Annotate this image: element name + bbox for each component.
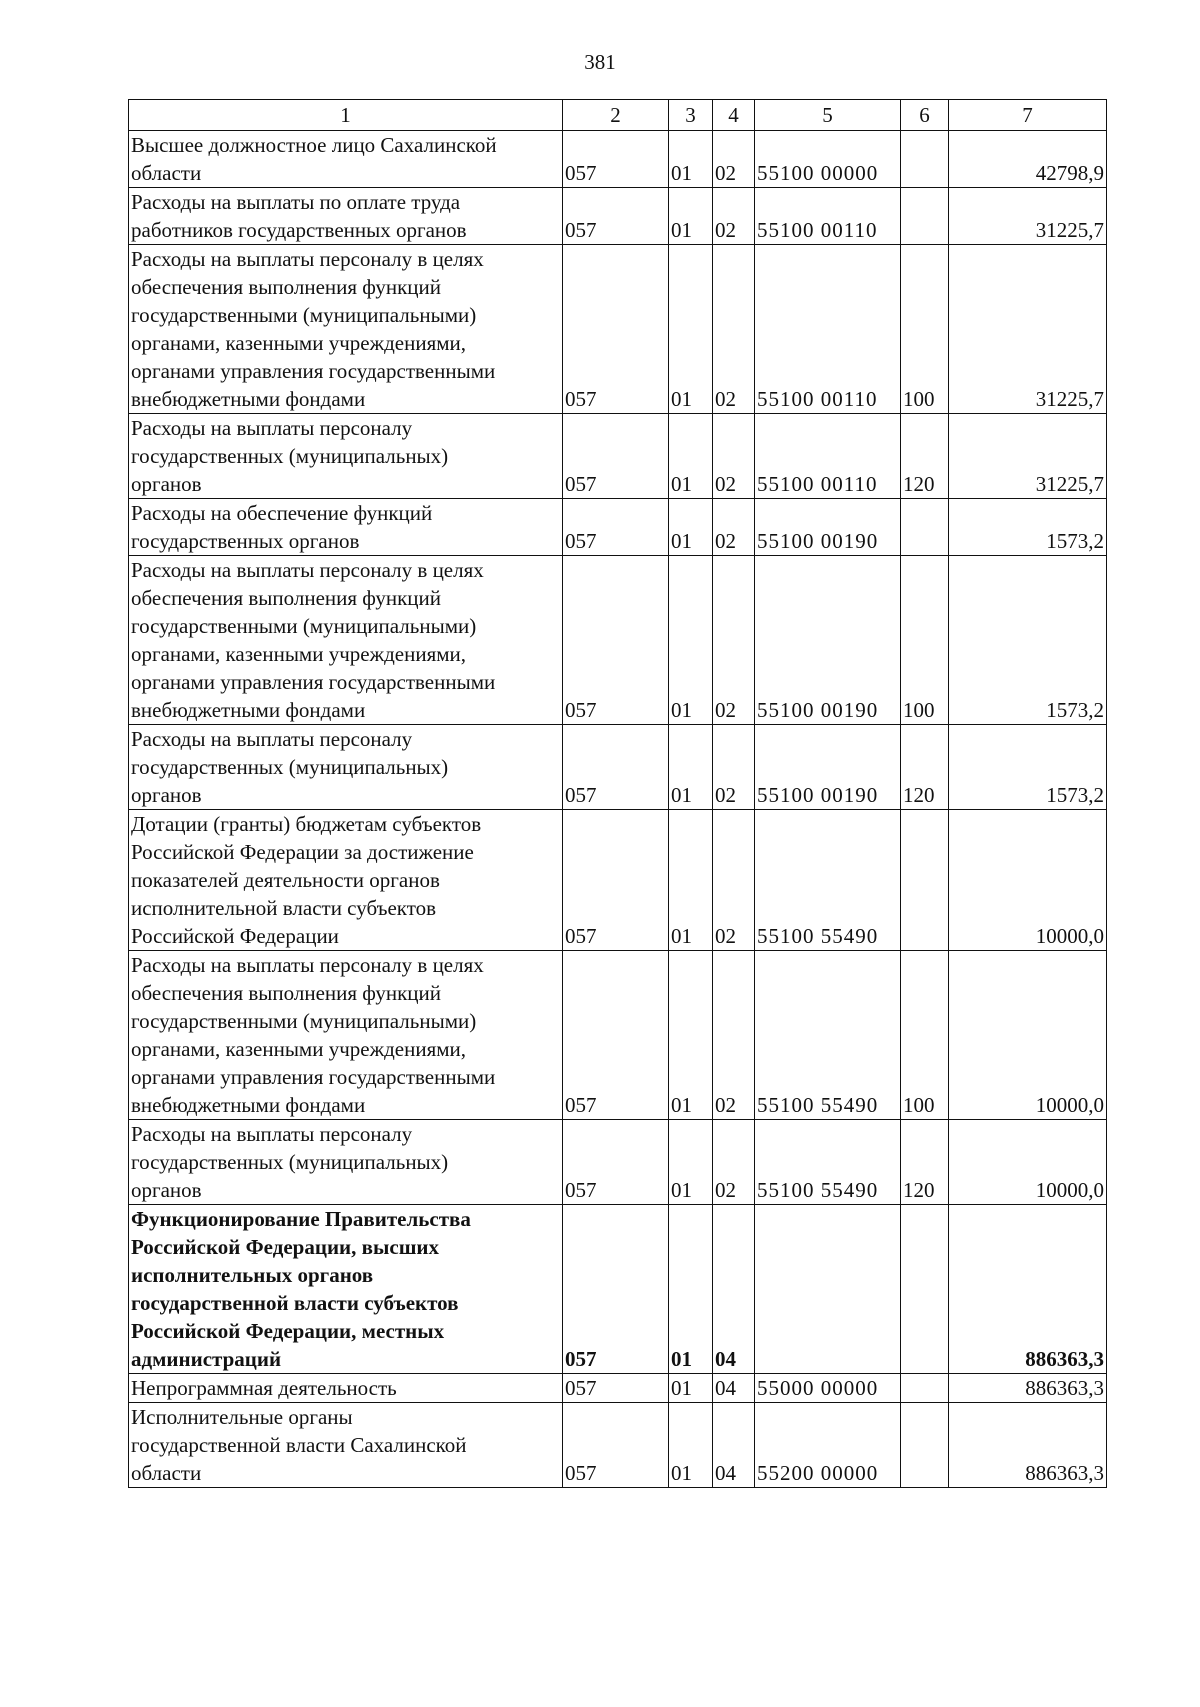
row-amount-cell: 10000,0 [949,1120,1107,1205]
row-name-cell: Расходы на выплаты персоналу государственных (муниципальных) органов [129,1120,563,1205]
table-row [129,810,1107,951]
row-name-cell: Дотации (гранты) бюджетам субъектов Российской Федерации за достижение показателей деятельности органов исполнительной власти субъектов Российской Федерации [129,810,563,951]
table-row [129,1403,1107,1488]
row-name-cell: Расходы на выплаты по оплате труда работников государственных органов [129,188,563,245]
row-section-cell: 01 [669,414,713,499]
row-section-cell: 01 [669,1205,713,1374]
column-number-header [129,100,1107,131]
row-expense-type-cell [901,810,949,951]
row-name-cell: Высшее должностное лицо Сахалинской области [129,131,563,188]
row-admin-code-cell: 057 [563,1120,669,1205]
row-expense-type-cell: 100 [901,951,949,1120]
row-name-cell: Функционирование Правительства Российской Федерации, высших исполнительных органов государственной власти субъектов Российской Федерации, местных администраций [129,1205,563,1374]
row-target-article-cell [755,1205,901,1374]
table-row [129,725,1107,810]
row-expense-type-cell: 120 [901,725,949,810]
row-admin-code-cell: 057 [563,951,669,1120]
header-cell: 7 [949,100,1107,131]
row-section-cell: 01 [669,188,713,245]
row-target-article-cell: 55100 00000 [755,131,901,188]
table-row [129,1120,1107,1205]
table-row [129,414,1107,499]
row-amount-cell: 886363,3 [949,1205,1107,1374]
row-section-cell: 01 [669,556,713,725]
row-subsection-cell: 02 [713,951,755,1120]
row-subsection-cell: 04 [713,1403,755,1488]
row-subsection-cell: 02 [713,810,755,951]
table-row [129,245,1107,414]
row-admin-code-cell: 057 [563,810,669,951]
row-target-article-cell: 55100 55490 [755,810,901,951]
row-expense-type-cell: 120 [901,1120,949,1205]
row-amount-cell: 10000,0 [949,951,1107,1120]
budget-table [128,99,1107,1488]
row-expense-type-cell: 100 [901,556,949,725]
row-name-cell: Расходы на выплаты персоналу в целях обеспечения выполнения функций государственными (муниципальными) органами, казенными учреждениями, органами управления государственными внебюджетными фондами [129,245,563,414]
header-cell: 6 [901,100,949,131]
table-row [129,188,1107,245]
header-cell: 3 [669,100,713,131]
table-row [129,499,1107,556]
row-expense-type-cell [901,1374,949,1403]
row-admin-code-cell: 057 [563,725,669,810]
header-cell: 4 [713,100,755,131]
row-name-cell: Исполнительные органы государственной власти Сахалинской области [129,1403,563,1488]
row-amount-cell: 886363,3 [949,1403,1107,1488]
row-amount-cell: 1573,2 [949,556,1107,725]
row-name-cell: Расходы на выплаты персоналу государственных (муниципальных) органов [129,725,563,810]
row-target-article-cell: 55200 00000 [755,1403,901,1488]
row-section-cell: 01 [669,725,713,810]
row-name-cell: Расходы на выплаты персоналу государственных (муниципальных) органов [129,414,563,499]
row-target-article-cell: 55100 55490 [755,1120,901,1205]
row-target-article-cell: 55100 00110 [755,188,901,245]
row-name-cell: Расходы на обеспечение функций государственных органов [129,499,563,556]
row-amount-cell: 1573,2 [949,725,1107,810]
table-row [129,951,1107,1120]
table-row [129,1205,1107,1374]
header-cell: 5 [755,100,901,131]
row-amount-cell: 31225,7 [949,188,1107,245]
row-amount-cell: 1573,2 [949,499,1107,556]
row-amount-cell: 886363,3 [949,1374,1107,1403]
header-cell: 1 [129,100,563,131]
table-row [129,131,1107,188]
table-row [129,1374,1107,1403]
row-expense-type-cell [901,131,949,188]
header-cell: 2 [563,100,669,131]
row-expense-type-cell [901,1403,949,1488]
row-subsection-cell: 02 [713,725,755,810]
row-target-article-cell: 55100 00110 [755,245,901,414]
row-admin-code-cell: 057 [563,1374,669,1403]
row-name-cell: Расходы на выплаты персоналу в целях обеспечения выполнения функций государственными (муниципальными) органами, казенными учреждениями, органами управления государственными внебюджетными фондами [129,951,563,1120]
row-name-cell: Расходы на выплаты персоналу в целях обеспечения выполнения функций государственными (муниципальными) органами, казенными учреждениями, органами управления государственными внебюджетными фондами [129,556,563,725]
row-section-cell: 01 [669,499,713,556]
row-target-article-cell: 55100 00190 [755,499,901,556]
row-expense-type-cell [901,499,949,556]
row-amount-cell: 31225,7 [949,245,1107,414]
row-expense-type-cell [901,1205,949,1374]
row-subsection-cell: 04 [713,1205,755,1374]
row-admin-code-cell: 057 [563,556,669,725]
row-section-cell: 01 [669,951,713,1120]
row-section-cell: 01 [669,1120,713,1205]
row-expense-type-cell [901,188,949,245]
row-amount-cell: 10000,0 [949,810,1107,951]
row-target-article-cell: 55100 55490 [755,951,901,1120]
row-expense-type-cell: 120 [901,414,949,499]
row-section-cell: 01 [669,245,713,414]
row-admin-code-cell: 057 [563,188,669,245]
row-admin-code-cell: 057 [563,414,669,499]
row-admin-code-cell: 057 [563,1403,669,1488]
row-section-cell: 01 [669,131,713,188]
row-section-cell: 01 [669,810,713,951]
row-admin-code-cell: 057 [563,131,669,188]
row-subsection-cell: 02 [713,499,755,556]
table-body [129,100,1107,1488]
row-admin-code-cell: 057 [563,1205,669,1374]
row-subsection-cell: 04 [713,1374,755,1403]
row-name-cell: Непрограммная деятельность [129,1374,563,1403]
row-subsection-cell: 02 [713,1120,755,1205]
row-expense-type-cell: 100 [901,245,949,414]
row-subsection-cell: 02 [713,131,755,188]
row-subsection-cell: 02 [713,556,755,725]
row-amount-cell: 31225,7 [949,414,1107,499]
row-amount-cell: 42798,9 [949,131,1107,188]
row-admin-code-cell: 057 [563,499,669,556]
row-subsection-cell: 02 [713,188,755,245]
row-subsection-cell: 02 [713,245,755,414]
row-section-cell: 01 [669,1403,713,1488]
table-row [129,556,1107,725]
row-section-cell: 01 [669,1374,713,1403]
row-subsection-cell: 02 [713,414,755,499]
row-target-article-cell: 55100 00190 [755,556,901,725]
row-target-article-cell: 55000 00000 [755,1374,901,1403]
row-target-article-cell: 55100 00110 [755,414,901,499]
page-number: 381 [584,50,616,74]
row-admin-code-cell: 057 [563,245,669,414]
row-target-article-cell: 55100 00190 [755,725,901,810]
